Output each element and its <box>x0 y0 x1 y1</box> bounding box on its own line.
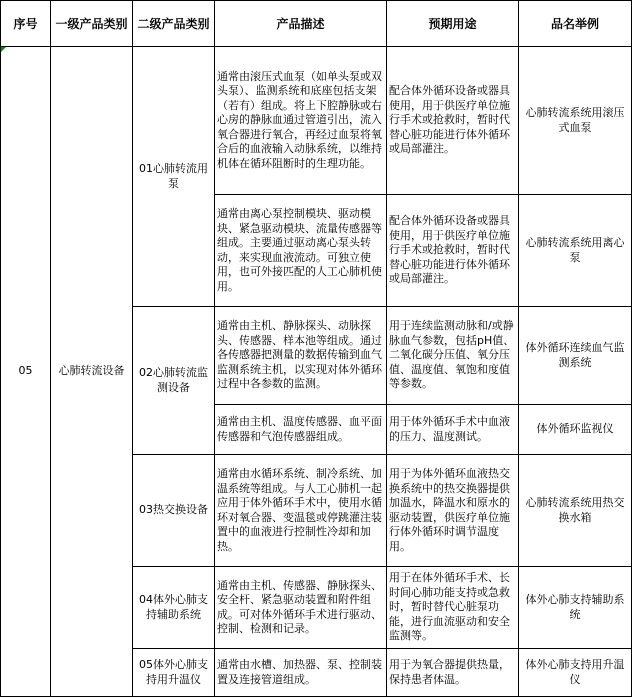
level2-cell: 01心肺转流用泵 <box>133 47 215 307</box>
header-seq: 序号 <box>1 1 51 47</box>
example-cell: 心肺转流系统用离心泵 <box>519 195 632 307</box>
example-cell: 心肺转流系统用热交换水箱 <box>519 455 632 567</box>
desc-cell: 通常由主机、温度传感器、血平面传感器和气泡传感器组成。 <box>215 405 387 455</box>
table-row <box>1 47 632 195</box>
use-cell: 配合体外循环设备或器具使用，用于供医疗单位施行手术或抢救时，暂时代替心脏功能进行体外循环或局部灌注。 <box>387 47 519 195</box>
use-cell: 用于连续监测动脉和/或静脉血气参数，包括pH值、二氧化碳分压值、氧分压值、温度值、氧饱和度值等参数。 <box>387 307 519 405</box>
example-cell: 体外心肺支持辅助系统 <box>519 567 632 649</box>
header-level2: 二级产品类别 <box>133 1 215 47</box>
desc-cell: 通常由水槽、加热器、泵、控制装置及连接管道组成。 <box>215 649 387 697</box>
use-cell: 用于在体外循环手术、长时间心肺功能支持或急救时，暂时替代心脏泵功能，进行血流驱动和安全监测等。 <box>387 567 519 649</box>
level2-cell: 03热交换设备 <box>133 455 215 567</box>
desc-cell: 通常由水循环系统、制冷系统、加温系统等组成。与人工心肺机一起应用于体外循环手术中，使用水循环对氧合器、变温毯或停跳灌注装置中的血液进行控制性冷却和加热。 <box>215 455 387 567</box>
level2-cell: 02心肺转流监测设备 <box>133 307 215 455</box>
level2-cell: 05体外心肺支持用升温仪 <box>133 649 215 697</box>
group-level1: 心肺转流设备 <box>51 47 133 697</box>
desc-cell: 通常由主机、静脉探头、动脉探头、传感器、样本池等组成。通过各传感器把测量的数据传输到血气监测系统主机，以实现对体外循环过程中各参数的监测。 <box>215 307 387 405</box>
group-seq: 05 <box>1 47 51 697</box>
example-cell: 心肺转流系统用滚压式血泵 <box>519 47 632 195</box>
use-cell: 用于为氧合器提供热量，保持患者体温。 <box>387 649 519 697</box>
example-cell: 体外循环监视仪 <box>519 405 632 455</box>
desc-cell: 通常由主机、传感器、静脉探头、安全杆、紧急驱动装置和附件组成。可对体外循环手术进行驱动、控制、检测和记录。 <box>215 567 387 649</box>
level2-cell: 04体外心肺支持辅助系统 <box>133 567 215 649</box>
use-cell: 用于体外循环手术中血液的压力、温度测试。 <box>387 405 519 455</box>
header-row <box>1 1 632 47</box>
header-examples: 品名举例 <box>519 1 632 47</box>
header-use: 预期用途 <box>387 1 519 47</box>
use-cell: 配合体外循环设备或器具使用，用于供医疗单位施行手术或抢救时，暂时代替心脏功能进行体外循环或局部灌注。 <box>387 195 519 307</box>
desc-cell: 通常由滚压式血泵（如单头泵或双头泵）、监测系统和底座包括支架（若有）组成。将上下腔静脉或右心房的静脉血通过管道引出，流入氧合器进行氧合，再经过血泵将氧合后的血液输入动脉系统，以维持机体在循环阻断时的生理功能。 <box>215 47 387 195</box>
example-cell: 体外循环连续血气监测系统 <box>519 307 632 405</box>
header-desc: 产品描述 <box>215 1 387 47</box>
use-cell: 用于为体外循环血液热交换系统中的热交换器提供加温水，降温水和原水的驱动装置，供医疗单位施行体外循环时调节温度用。 <box>387 455 519 567</box>
example-cell: 体外心肺支持用升温仪 <box>519 649 632 697</box>
desc-cell: 通常由离心泵控制模块、驱动模块、紧急驱动模块、流量传感器等组成。主要通过驱动离心泵头转动，来实现血液流动。可独立使用，也可外接匹配的人工心肺机使用。 <box>215 195 387 307</box>
header-level1: 一级产品类别 <box>51 1 133 47</box>
